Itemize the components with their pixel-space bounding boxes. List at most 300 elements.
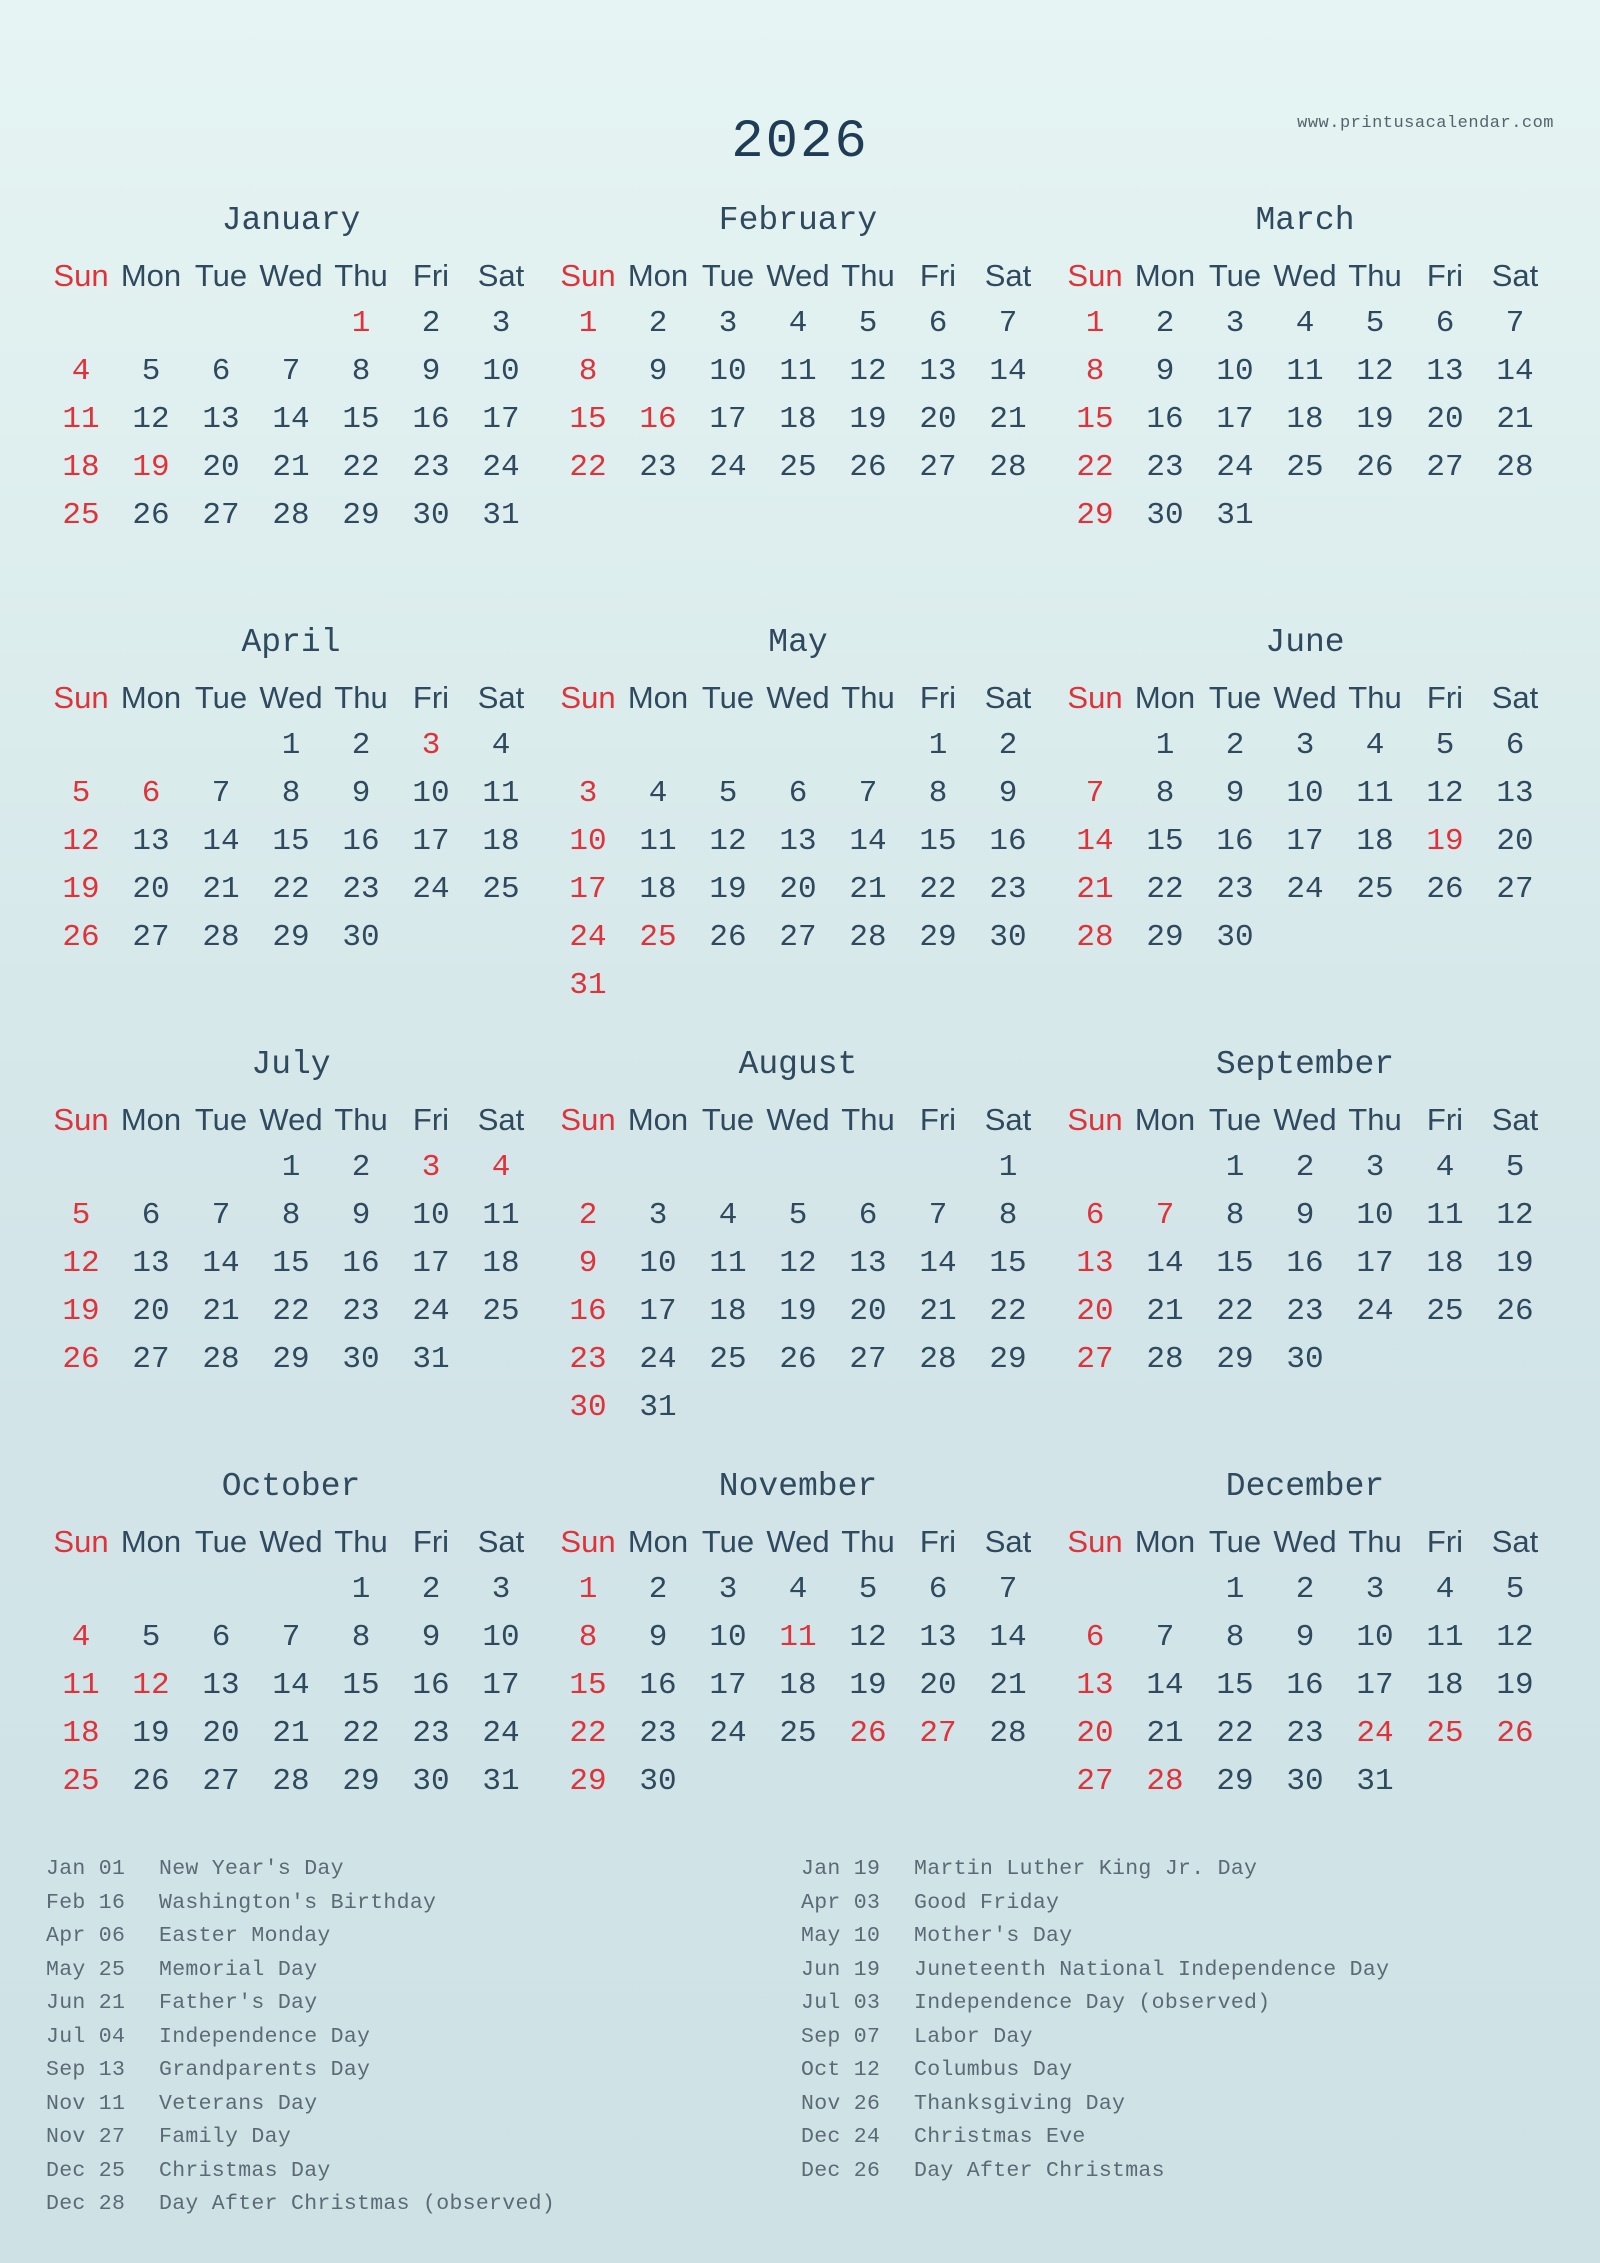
month-september (1060, 1040, 1550, 1462)
weekday-header: Thu (841, 1102, 895, 1137)
day-cell: 10 (412, 776, 450, 811)
day-cell: 1 (928, 728, 948, 763)
weekday-header: Tue (1208, 258, 1262, 293)
day-cell: 12 (132, 402, 170, 437)
weekday-header: Mon (627, 1524, 689, 1559)
month-name: March (1255, 202, 1355, 239)
holiday-row (801, 2054, 1556, 2088)
day-cell: 12 (132, 1668, 170, 1703)
day-cell: 1 (1155, 728, 1175, 763)
day-cell: 10 (569, 824, 607, 859)
day-cell: 4 (1365, 728, 1385, 763)
day-cell: 4 (1435, 1150, 1455, 1185)
day-cell: 3 (421, 728, 441, 763)
day-cell: 17 (482, 1668, 520, 1703)
day-cell: 1 (998, 1150, 1018, 1185)
empty-day-cell (623, 1144, 693, 1192)
day-cell: 22 (1216, 1294, 1254, 1329)
day-cell: 20 (132, 1294, 170, 1329)
day-cell: 13 (132, 1246, 170, 1281)
day-cell: 13 (779, 824, 817, 859)
weekday-header: Fri (412, 680, 450, 715)
day-cell: 3 (1225, 306, 1245, 341)
weekday-header: Sat (1491, 680, 1539, 715)
day-cell: 7 (858, 776, 878, 811)
day-cell: 8 (998, 1198, 1018, 1233)
months-grid (46, 196, 1556, 1884)
day-cell: 8 (281, 776, 301, 811)
holiday-name: Thanksgiving Day (914, 2091, 1126, 2116)
day-cell: 23 (1286, 1294, 1324, 1329)
day-cell: 5 (141, 1620, 161, 1655)
weekday-header: Tue (701, 1102, 755, 1137)
day-cell: 21 (272, 1716, 310, 1751)
day-cell: 18 (639, 872, 677, 907)
day-cell: 16 (1286, 1668, 1324, 1703)
weekday-header: Wed (766, 1524, 830, 1559)
day-cell: 9 (648, 354, 668, 389)
day-cell: 14 (202, 824, 240, 859)
day-cell: 16 (412, 1668, 450, 1703)
day-cell: 17 (639, 1294, 677, 1329)
day-cell: 10 (1286, 776, 1324, 811)
weekday-header: Thu (841, 258, 895, 293)
day-cell: 18 (1286, 402, 1324, 437)
day-cell: 2 (648, 306, 668, 341)
day-cell: 30 (1146, 498, 1184, 533)
day-cell: 17 (412, 1246, 450, 1281)
month-day-grid (46, 674, 536, 962)
day-cell: 3 (1365, 1572, 1385, 1607)
day-cell: 4 (648, 776, 668, 811)
day-cell: 14 (1496, 354, 1534, 389)
day-cell: 3 (578, 776, 598, 811)
weekday-header: Tue (701, 680, 755, 715)
day-cell: 4 (1435, 1572, 1455, 1607)
holiday-date: Jan 19 (801, 1857, 881, 1881)
day-cell: 1 (578, 1572, 598, 1607)
day-cell: 8 (351, 354, 371, 389)
day-cell: 24 (1286, 872, 1324, 907)
holiday-date: Apr 06 (46, 1924, 126, 1948)
day-cell: 4 (491, 1150, 511, 1185)
day-cell: 11 (639, 824, 677, 859)
day-cell: 6 (141, 776, 161, 811)
empty-day-cell (833, 1144, 903, 1192)
day-cell: 12 (1356, 354, 1394, 389)
day-cell: 25 (1426, 1294, 1464, 1329)
day-cell: 16 (1216, 824, 1254, 859)
day-cell: 23 (1146, 450, 1184, 485)
day-cell: 19 (132, 450, 170, 485)
holiday-date: Nov 26 (801, 2091, 881, 2116)
day-cell: 8 (281, 1198, 301, 1233)
weekday-header: Mon (1134, 258, 1196, 293)
day-cell: 10 (482, 1620, 520, 1655)
day-cell: 18 (709, 1294, 747, 1329)
holiday-row (801, 2121, 1556, 2155)
weekday-header: Wed (766, 680, 830, 715)
month-name: August (738, 1046, 858, 1083)
month-day-grid (46, 1518, 536, 1806)
day-cell: 7 (211, 1198, 231, 1233)
day-cell: 22 (342, 450, 380, 485)
holiday-list-left (46, 1853, 801, 2222)
day-cell: 22 (919, 872, 957, 907)
empty-day-cell (833, 722, 903, 770)
day-cell: 13 (1426, 354, 1464, 389)
month-december (1060, 1462, 1550, 1884)
weekday-header: Sun (1067, 1524, 1123, 1559)
day-cell: 4 (788, 1572, 808, 1607)
day-cell: 8 (578, 354, 598, 389)
day-cell: 29 (1216, 1764, 1254, 1799)
day-cell: 15 (569, 1668, 607, 1703)
weekday-header: Wed (1273, 258, 1337, 293)
day-cell: 14 (272, 402, 310, 437)
day-cell: 7 (211, 776, 231, 811)
weekday-header: Wed (1273, 680, 1337, 715)
day-cell: 20 (202, 450, 240, 485)
day-cell: 23 (412, 450, 450, 485)
day-cell: 26 (1496, 1716, 1534, 1751)
day-cell: 2 (578, 1198, 598, 1233)
month-february (553, 196, 1043, 618)
weekday-header: Mon (120, 1102, 182, 1137)
day-cell: 18 (62, 450, 100, 485)
holiday-name: Christmas Day (159, 2158, 331, 2183)
day-cell: 27 (202, 1764, 240, 1799)
day-cell: 30 (342, 1342, 380, 1377)
day-cell: 3 (491, 306, 511, 341)
day-cell: 15 (272, 1246, 310, 1281)
day-cell: 31 (482, 1764, 520, 1799)
weekday-header: Fri (412, 258, 450, 293)
day-cell: 28 (202, 920, 240, 955)
day-cell: 2 (1295, 1150, 1315, 1185)
day-cell: 7 (928, 1198, 948, 1233)
month-name: April (241, 624, 341, 661)
day-cell: 30 (989, 920, 1027, 955)
empty-day-cell (1060, 1144, 1130, 1192)
day-cell: 22 (569, 450, 607, 485)
day-cell: 28 (919, 1342, 957, 1377)
holiday-date: Jun 21 (46, 1991, 126, 2015)
day-cell: 3 (421, 1150, 441, 1185)
day-cell: 3 (718, 1572, 738, 1607)
weekday-header: Thu (334, 258, 388, 293)
month-day-grid (46, 1096, 536, 1384)
day-cell: 21 (1496, 402, 1534, 437)
holiday-date: Jul 04 (46, 2024, 126, 2049)
day-cell: 12 (849, 1620, 887, 1655)
holiday-row (46, 2155, 801, 2189)
day-cell: 25 (1356, 872, 1394, 907)
day-cell: 17 (1356, 1246, 1394, 1281)
day-cell: 9 (351, 1198, 371, 1233)
day-cell: 18 (482, 824, 520, 859)
weekday-header: Tue (194, 1102, 248, 1137)
weekday-header: Fri (1426, 680, 1464, 715)
day-cell: 16 (342, 1246, 380, 1281)
day-cell: 22 (569, 1716, 607, 1751)
day-cell: 24 (1356, 1294, 1394, 1329)
month-june (1060, 618, 1550, 1040)
holiday-row (801, 1853, 1556, 1887)
holiday-name: Washington's Birthday (159, 1890, 437, 1915)
empty-day-cell (46, 722, 116, 770)
empty-day-cell (46, 1144, 116, 1192)
holiday-date: Nov 27 (46, 2125, 126, 2149)
day-cell: 8 (1225, 1620, 1245, 1655)
holiday-name: Christmas Eve (914, 2125, 1086, 2149)
holiday-date: Dec 28 (46, 2192, 126, 2216)
month-name: July (251, 1046, 331, 1083)
day-cell: 13 (849, 1246, 887, 1281)
day-cell: 30 (412, 1764, 450, 1799)
day-cell: 7 (1085, 776, 1105, 811)
day-cell: 9 (1295, 1198, 1315, 1233)
day-cell: 25 (1426, 1716, 1464, 1751)
day-cell: 10 (482, 354, 520, 389)
day-cell: 31 (639, 1390, 677, 1425)
empty-day-cell (186, 722, 256, 770)
day-cell: 9 (421, 1620, 441, 1655)
holiday-date: Dec 26 (801, 2158, 881, 2183)
day-cell: 26 (849, 1716, 887, 1751)
weekday-header: Wed (259, 1524, 323, 1559)
day-cell: 15 (1146, 824, 1184, 859)
weekday-header: Sun (1067, 258, 1123, 293)
day-cell: 11 (482, 776, 520, 811)
holiday-name: Columbus Day (914, 2058, 1073, 2082)
day-cell: 6 (1505, 728, 1525, 763)
day-cell: 7 (998, 1572, 1018, 1607)
day-cell: 28 (272, 498, 310, 533)
weekday-header: Thu (841, 680, 895, 715)
day-cell: 11 (62, 1668, 100, 1703)
day-cell: 20 (919, 1668, 957, 1703)
day-cell: 10 (412, 1198, 450, 1233)
empty-day-cell (553, 722, 623, 770)
day-cell: 9 (421, 354, 441, 389)
day-cell: 22 (342, 1716, 380, 1751)
holiday-row (801, 1887, 1556, 1921)
holiday-name: Labor Day (914, 2024, 1033, 2049)
weekday-header: Fri (919, 680, 957, 715)
day-cell: 9 (351, 776, 371, 811)
day-cell: 29 (342, 498, 380, 533)
empty-day-cell (46, 1566, 116, 1614)
day-cell: 21 (1146, 1294, 1184, 1329)
empty-day-cell (256, 1566, 326, 1614)
day-cell: 24 (1356, 1716, 1394, 1751)
month-january (46, 196, 536, 618)
day-cell: 15 (1076, 402, 1114, 437)
day-cell: 19 (132, 1716, 170, 1751)
holiday-row (46, 2021, 801, 2055)
empty-day-cell (186, 1144, 256, 1192)
month-day-grid (1060, 674, 1550, 962)
day-cell: 2 (1295, 1572, 1315, 1607)
weekday-header: Thu (1348, 1102, 1402, 1137)
day-cell: 9 (1225, 776, 1245, 811)
day-cell: 11 (779, 1620, 817, 1655)
weekday-header: Sun (1067, 1102, 1123, 1137)
day-cell: 10 (1356, 1620, 1394, 1655)
weekday-header: Fri (1426, 258, 1464, 293)
month-name: December (1225, 1468, 1385, 1505)
day-cell: 8 (578, 1620, 598, 1655)
day-cell: 3 (648, 1198, 668, 1233)
month-july (46, 1040, 536, 1462)
weekday-header: Fri (1426, 1102, 1464, 1137)
month-march (1060, 196, 1550, 618)
weekday-header: Mon (120, 680, 182, 715)
day-cell: 19 (1426, 824, 1464, 859)
day-cell: 15 (989, 1246, 1027, 1281)
holiday-name: Mother's Day (914, 1924, 1073, 1948)
day-cell: 2 (351, 1150, 371, 1185)
day-cell: 18 (1356, 824, 1394, 859)
weekday-header: Thu (334, 1102, 388, 1137)
day-cell: 16 (342, 824, 380, 859)
day-cell: 23 (342, 1294, 380, 1329)
holiday-name: Good Friday (914, 1890, 1060, 1915)
day-cell: 26 (1496, 1294, 1534, 1329)
day-cell: 4 (71, 354, 91, 389)
day-cell: 24 (1216, 450, 1254, 485)
day-cell: 1 (281, 728, 301, 763)
day-cell: 16 (989, 824, 1027, 859)
weekday-header: Tue (194, 258, 248, 293)
empty-day-cell (1060, 722, 1130, 770)
day-cell: 21 (1146, 1716, 1184, 1751)
holiday-date: Oct 12 (801, 2058, 881, 2082)
day-cell: 6 (141, 1198, 161, 1233)
day-cell: 4 (71, 1620, 91, 1655)
day-cell: 29 (272, 1342, 310, 1377)
day-cell: 4 (1295, 306, 1315, 341)
day-cell: 18 (482, 1246, 520, 1281)
day-cell: 16 (1146, 402, 1184, 437)
day-cell: 27 (919, 450, 957, 485)
day-cell: 4 (788, 306, 808, 341)
day-cell: 13 (132, 824, 170, 859)
weekday-header: Sat (984, 1524, 1032, 1559)
holiday-name: Day After Christmas (observed) (159, 2192, 556, 2216)
day-cell: 21 (989, 1668, 1027, 1703)
day-cell: 4 (718, 1198, 738, 1233)
holiday-row (801, 2155, 1556, 2189)
day-cell: 24 (709, 450, 747, 485)
empty-day-cell (116, 1566, 186, 1614)
holiday-name: Veterans Day (159, 2091, 318, 2116)
day-cell: 10 (1356, 1198, 1394, 1233)
weekday-header: Sun (53, 1102, 109, 1137)
calendar-year-title: 2026 (731, 112, 869, 173)
holiday-name: New Year's Day (159, 1857, 344, 1881)
day-cell: 26 (1426, 872, 1464, 907)
day-cell: 5 (141, 354, 161, 389)
day-cell: 2 (648, 1572, 668, 1607)
month-day-grid (553, 1096, 1043, 1432)
weekday-header: Sat (984, 1102, 1032, 1137)
day-cell: 28 (202, 1342, 240, 1377)
day-cell: 8 (351, 1620, 371, 1655)
month-day-grid (553, 1518, 1043, 1806)
day-cell: 1 (351, 1572, 371, 1607)
empty-day-cell (1130, 1144, 1200, 1192)
day-cell: 14 (919, 1246, 957, 1281)
day-cell: 10 (709, 1620, 747, 1655)
day-cell: 1 (1225, 1150, 1245, 1185)
month-may (553, 618, 1043, 1040)
day-cell: 29 (919, 920, 957, 955)
month-name: February (718, 202, 878, 239)
day-cell: 7 (281, 1620, 301, 1655)
month-day-grid (1060, 1518, 1550, 1806)
day-cell: 22 (989, 1294, 1027, 1329)
day-cell: 19 (779, 1294, 817, 1329)
day-cell: 8 (928, 776, 948, 811)
month-name: May (768, 624, 828, 661)
day-cell: 15 (342, 1668, 380, 1703)
day-cell: 16 (412, 402, 450, 437)
day-cell: 11 (62, 402, 100, 437)
day-cell: 5 (858, 306, 878, 341)
weekday-header: Fri (1426, 1524, 1464, 1559)
day-cell: 5 (1365, 306, 1385, 341)
empty-day-cell (1130, 1566, 1200, 1614)
weekday-header: Mon (1134, 1524, 1196, 1559)
day-cell: 25 (62, 498, 100, 533)
day-cell: 23 (412, 1716, 450, 1751)
day-cell: 10 (709, 354, 747, 389)
day-cell: 25 (1286, 450, 1324, 485)
day-cell: 27 (132, 1342, 170, 1377)
weekday-header: Wed (766, 258, 830, 293)
weekday-header: Mon (627, 258, 689, 293)
day-cell: 9 (648, 1620, 668, 1655)
day-cell: 19 (849, 1668, 887, 1703)
day-cell: 29 (569, 1764, 607, 1799)
weekday-header: Sat (1491, 258, 1539, 293)
empty-day-cell (186, 1566, 256, 1614)
day-cell: 23 (989, 872, 1027, 907)
holiday-date: Dec 24 (801, 2125, 881, 2149)
day-cell: 5 (788, 1198, 808, 1233)
holiday-row (801, 2088, 1556, 2122)
day-cell: 23 (1216, 872, 1254, 907)
day-cell: 29 (272, 920, 310, 955)
day-cell: 30 (412, 498, 450, 533)
day-cell: 11 (1286, 354, 1324, 389)
day-cell: 5 (858, 1572, 878, 1607)
weekday-header: Wed (259, 680, 323, 715)
day-cell: 26 (779, 1342, 817, 1377)
month-day-grid (1060, 1096, 1550, 1384)
day-cell: 18 (62, 1716, 100, 1751)
day-cell: 24 (482, 1716, 520, 1751)
empty-day-cell (763, 1144, 833, 1192)
day-cell: 16 (639, 402, 677, 437)
day-cell: 23 (639, 1716, 677, 1751)
day-cell: 29 (1146, 920, 1184, 955)
weekday-header: Tue (1208, 1524, 1262, 1559)
holiday-name: Martin Luther King Jr. Day (914, 1857, 1258, 1881)
holiday-row (46, 2188, 801, 2222)
